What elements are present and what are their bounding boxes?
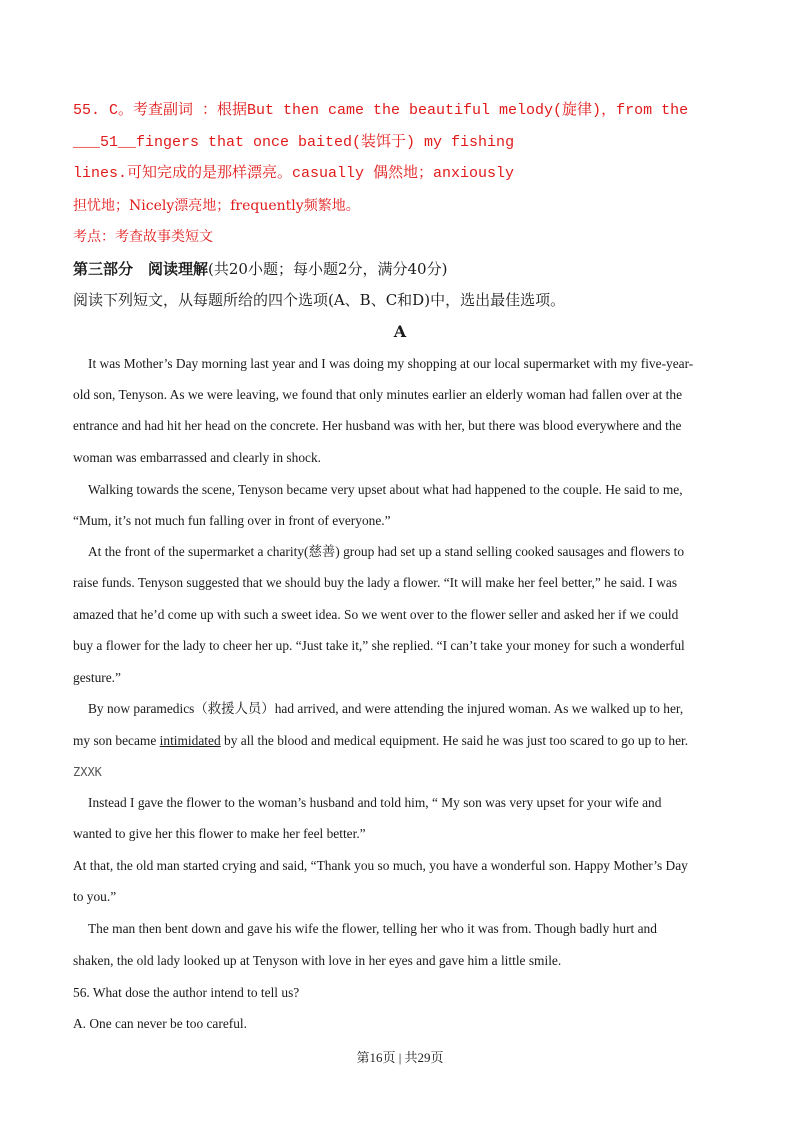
answer-line-5: 考点：考查故事类短文 (73, 229, 213, 245)
passage-line: buy a flower for the lady to cheer her up. “Just take it,” she replied. “I can’t take your money for such a wonderful (73, 638, 685, 653)
passage-line: “Mum, it’s not much fun falling over in front of everyone.” (73, 513, 391, 528)
part-heading (73, 259, 447, 279)
passage-line: old son, Tenyson. As we were leaving, we found that only minutes earlier an elderly woman had fallen over at the (73, 387, 683, 402)
underlined-word: intimidated (159, 733, 221, 748)
passage-title: A (393, 322, 407, 341)
passage-text: my son became (73, 733, 157, 748)
watermark-text: ZXXK (73, 765, 102, 779)
passage-line: entrance and had hit her head on the concrete. Her husband was with her, but there was blood everywhere and the (73, 418, 682, 433)
part-heading-rest: (共20小题；每小题2分，满分40分) (208, 260, 448, 278)
passage-line: At that, the old man started crying and said, “Thank you so much, you have a wonderful son. Happy Mother’s Day (73, 858, 688, 873)
passage-line: gesture.” (73, 670, 121, 685)
passage-line: Walking towards the scene, Tenyson became very upset about what had happened to the couple. He said to me, (88, 482, 683, 497)
passage-line: woman was embarrassed and clearly in shock. (73, 450, 322, 465)
instructions: 阅读下列短文，从每题所给的四个选项(A、B、C和D)中，选出最佳选项。 (73, 291, 566, 309)
passage-line: By now paramedics（救援人员）had arrived, and were attending the injured woman. As we walked up to her, (88, 701, 684, 716)
passage-line: At the front of the supermarket a charity(慈善) group had set up a stand selling cooked sausages and flowers to (88, 544, 685, 559)
passage-line: amazed that he’d come up with such a sweet idea. So we went over to the flower seller and asked her if we could (73, 607, 679, 622)
answer-line-2: ___51__fingers that once baited(装饵于) my fishing (73, 134, 515, 151)
passage-line: It was Mother’s Day morning last year and I was doing my shopping at our local supermarket with my five-year- (88, 356, 694, 371)
passage-line (73, 731, 688, 751)
answer-line-1: 55. C。考查副词 ：根据But then came the beautiful melody(旋律)，from the (73, 102, 689, 119)
passage-line: shaken, the old lady looked up at Tenyson with love in her eyes and gave him a little smile. (73, 953, 562, 968)
passage-line: raise funds. Tenyson suggested that we should buy the lady a flower. “It will make her feel better,” he said. I was (73, 575, 678, 590)
page-footer: 第16页 | 共29页 (356, 1050, 444, 1065)
passage-text: by all the blood and medical equipment. He said he was just too scared to go up to her. (224, 733, 689, 748)
passage-line: wanted to give her this flower to make her feel better.” (73, 826, 366, 841)
passage-line: The man then bent down and gave his wife the flower, telling her who it was from. Though badly hurt and (88, 921, 657, 936)
part-heading-bold: 第三部分 阅读理解 (73, 260, 209, 278)
answer-line-4: 担忧地；Nicely漂亮地；frequently频繁地。 (73, 198, 360, 214)
passage-line: Instead I gave the flower to the woman’s husband and told him, “ My son was very upset for your wife and (88, 795, 662, 810)
question-stem: 56. What dose the author intend to tell us? (73, 985, 300, 1000)
question-option-a: A. One can never be too careful. (73, 1016, 247, 1031)
answer-line-3: lines.可知完成的是那样漂亮。casually 偶然地；anxiously (73, 165, 515, 182)
passage-line: to you.” (73, 889, 117, 904)
